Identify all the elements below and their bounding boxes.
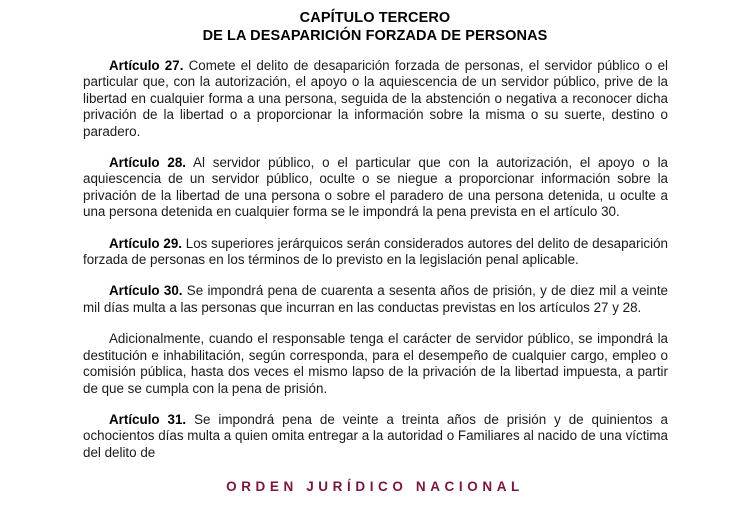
- article-text: Al servidor público, o el particular que con la autorización, el apoyo o la aquiescencia de un servidor público, oculte o se niegue a proporcionar información sobre la privación de la libertad de una persona o sobre el paradero de una persona detenida, u oculte a una persona detenida en cualquier forma se le impondrá la pena prevista en el artículo 30.: [83, 155, 668, 220]
- document-body: [83, 58, 668, 461]
- article-text: Comete el delito de desaparición forzada de personas, el servidor público o el particular que, con la autorización, el apoyo o la aquiescencia de un servidor público, prive de la libertad en cualquier forma a una persona, seguida de la abstención o negativa a reconocer dicha privación de la libertad o a proporcionar la información sobre la misma o su suerte, destino o paradero.: [83, 58, 668, 139]
- article-text: Los superiores jerárquicos serán considerados autores del delito de desaparición forzada de personas en los términos de lo previsto en la legislación penal aplicable.: [83, 235, 668, 268]
- document-heading: [0, 9, 750, 45]
- article-paragraph: [83, 412, 668, 461]
- chapter-title-line-1: CAPÍTULO TERCERO: [299, 10, 451, 26]
- article-text: Se impondrá pena de cuarenta a sesenta años de prisión, y de diez mil a veinte mil días multa a las personas que incurran en las conductas previstas en los artículos 27 y 28.: [83, 283, 668, 315]
- article-text: Adicionalmente, cuando el responsable tenga el carácter de servidor público, se impondrá la destitución e inhabilitación, según corresponda, para el desempeño de cualquier cargo, empleo o comisión pública, hasta dos veces el mismo lapso de la privación de la libertad impuesta, a partir de que se cumpla con la pena de prisión.: [83, 331, 668, 396]
- article-label: Artículo 27.: [109, 58, 184, 73]
- article-text: Se impondrá pena de veinte a treinta años de prisión y de quinientos a ochocientos días multa a quien omita entregar a la autoridad o Familiares al nacido de una víctima del delito de: [83, 411, 668, 460]
- article-paragraph: [83, 283, 668, 316]
- continuation-paragraph: [83, 331, 668, 397]
- footer-label: ORDEN JURÍDICO NACIONAL: [226, 479, 524, 494]
- document-footer: [0, 478, 750, 496]
- article-paragraph: [83, 236, 668, 269]
- article-label: Artículo 31.: [109, 411, 187, 427]
- article-label: Artículo 28.: [109, 155, 186, 171]
- article-label: Artículo 30.: [109, 283, 183, 299]
- chapter-title-line-2: DE LA DESAPARICIÓN FORZADA DE PERSONAS: [202, 28, 548, 44]
- article-label: Artículo 29.: [109, 235, 182, 251]
- article-paragraph: [83, 58, 668, 140]
- article-paragraph: [83, 155, 668, 221]
